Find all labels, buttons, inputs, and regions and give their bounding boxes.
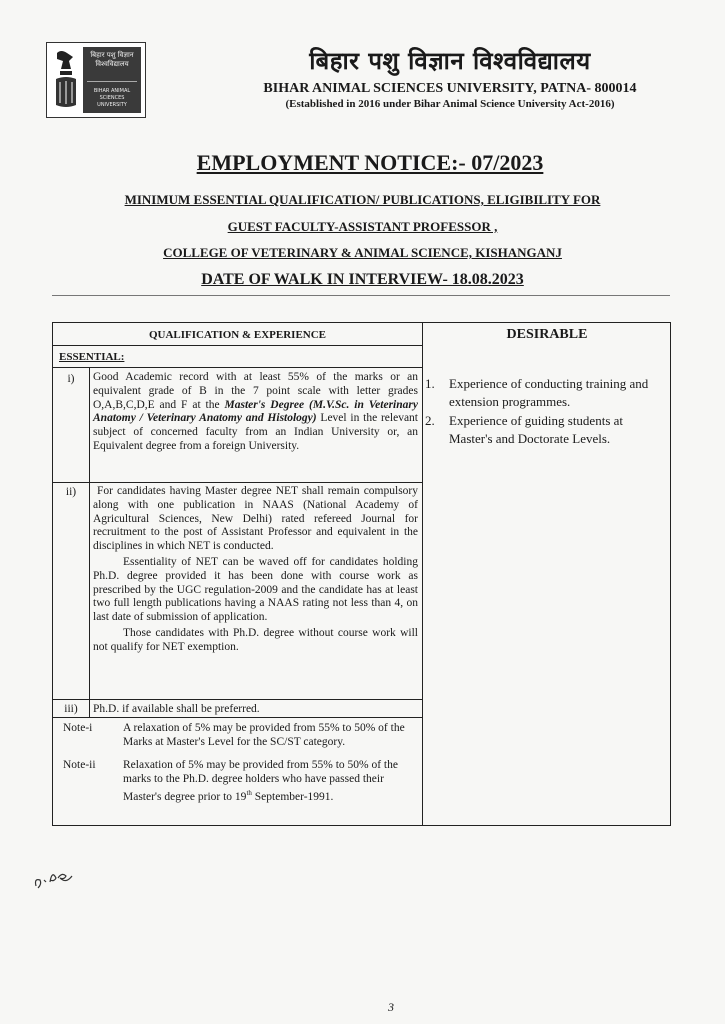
logo-text: बिहार पशु विज्ञान विश्वविद्यालय BIHAR ANIMAL SCIENCES UNIVERSITY	[83, 47, 141, 113]
desirable-header: DESIRABLE	[506, 327, 588, 342]
handwritten-initials	[32, 866, 82, 890]
row-divider	[53, 367, 422, 368]
notice-subheading-2: GUEST FACULTY-ASSISTANT PROFESSOR ,	[227, 219, 498, 234]
note-label: Note-i	[63, 722, 93, 734]
establishment-note: (Established in 2016 under Bihar Animal Science University Act-2016)	[285, 98, 615, 110]
notice-subheading-3: COLLEGE OF VETERINARY & ANIMAL SCIENCE, KISHANGANJ	[163, 245, 562, 260]
row-divider	[53, 345, 422, 346]
notice-subheading-1: MINIMUM ESSENTIAL QUALIFICATION/ PUBLICATIONS, ELIGIBILITY FOR	[124, 192, 601, 207]
desirable-list	[425, 375, 665, 449]
university-logo	[46, 42, 146, 118]
row-divider	[53, 482, 422, 483]
row-number: i)	[67, 373, 75, 385]
emblem-icon	[51, 49, 81, 111]
row-divider	[53, 699, 422, 700]
row-number: iii)	[64, 703, 78, 715]
qualification-header: QUALIFICATION & EXPERIENCE	[148, 329, 327, 341]
list-item: 1. Experience of conducting training and extension programmes.	[425, 376, 649, 409]
column-divider	[422, 323, 423, 825]
row-divider	[53, 717, 422, 718]
interview-date: DATE OF WALK IN INTERVIEW- 18.08.2023	[201, 271, 524, 288]
note-label: Note-ii	[63, 759, 96, 771]
requirement-text: Ph.D. if available shall be preferred.	[93, 703, 260, 715]
qualification-table	[52, 322, 671, 826]
requirement-text: Good Academic record with at least 55% of the marks or an equivalent grade of B in the 7 point scale with letter grades O,A,B,C,D,E and F at the Master's Degree (M.V.Sc. in Veterinary Anatomy / Veterinary Anatomy and Histology) Level in the relevant subject of concerned faculty from an Indian University or, an Equivalent degree from a foreign University.	[93, 371, 418, 452]
notice-title: EMPLOYMENT NOTICE:- 07/2023	[196, 150, 544, 175]
university-hindi-name: बिहार पशु विज्ञान विश्वविद्यालय	[309, 47, 591, 75]
requirement-text: For candidates having Master degree NET shall remain compulsory along with one publication in NAAS (National Academy of Agricultural Sciences, New Delhi) rated refereed Journal for recruitment to the post of Assistant Professor and equivalent in the disciplines in which NET is conducted. Essentiality of NET can be waved off for candidates holding Ph.D. degree provided it has been done with course work as prescribed by the UGC regulation-2009 and the candidate has at least two full length publications having a NAAS rating not less than 4, on last date of submission of application. Those candidates with Ph.D. degree without course work will not qualify for NET exemption.	[93, 485, 418, 653]
university-english-name: BIHAR ANIMAL SCIENCES UNIVERSITY, PATNA- 800014	[263, 81, 637, 96]
note-text: Relaxation of 5% may be provided from 55% to 50% of the marks to the Ph.D. degree holders who have passed their Master's degree prior to 19th September-1991.	[123, 759, 398, 803]
list-item: 2. Experience of guiding students at Master's and Doctorate Levels.	[425, 413, 624, 446]
page-number: 3	[388, 1000, 394, 1014]
note-text: A relaxation of 5% may be provided from 55% to 50% of the Marks at Master's Level for the SC/ST category.	[123, 722, 405, 748]
essential-label: ESSENTIAL:	[59, 351, 125, 363]
number-column-divider	[89, 367, 90, 717]
row-number: ii)	[65, 486, 77, 498]
header-divider	[52, 295, 670, 296]
